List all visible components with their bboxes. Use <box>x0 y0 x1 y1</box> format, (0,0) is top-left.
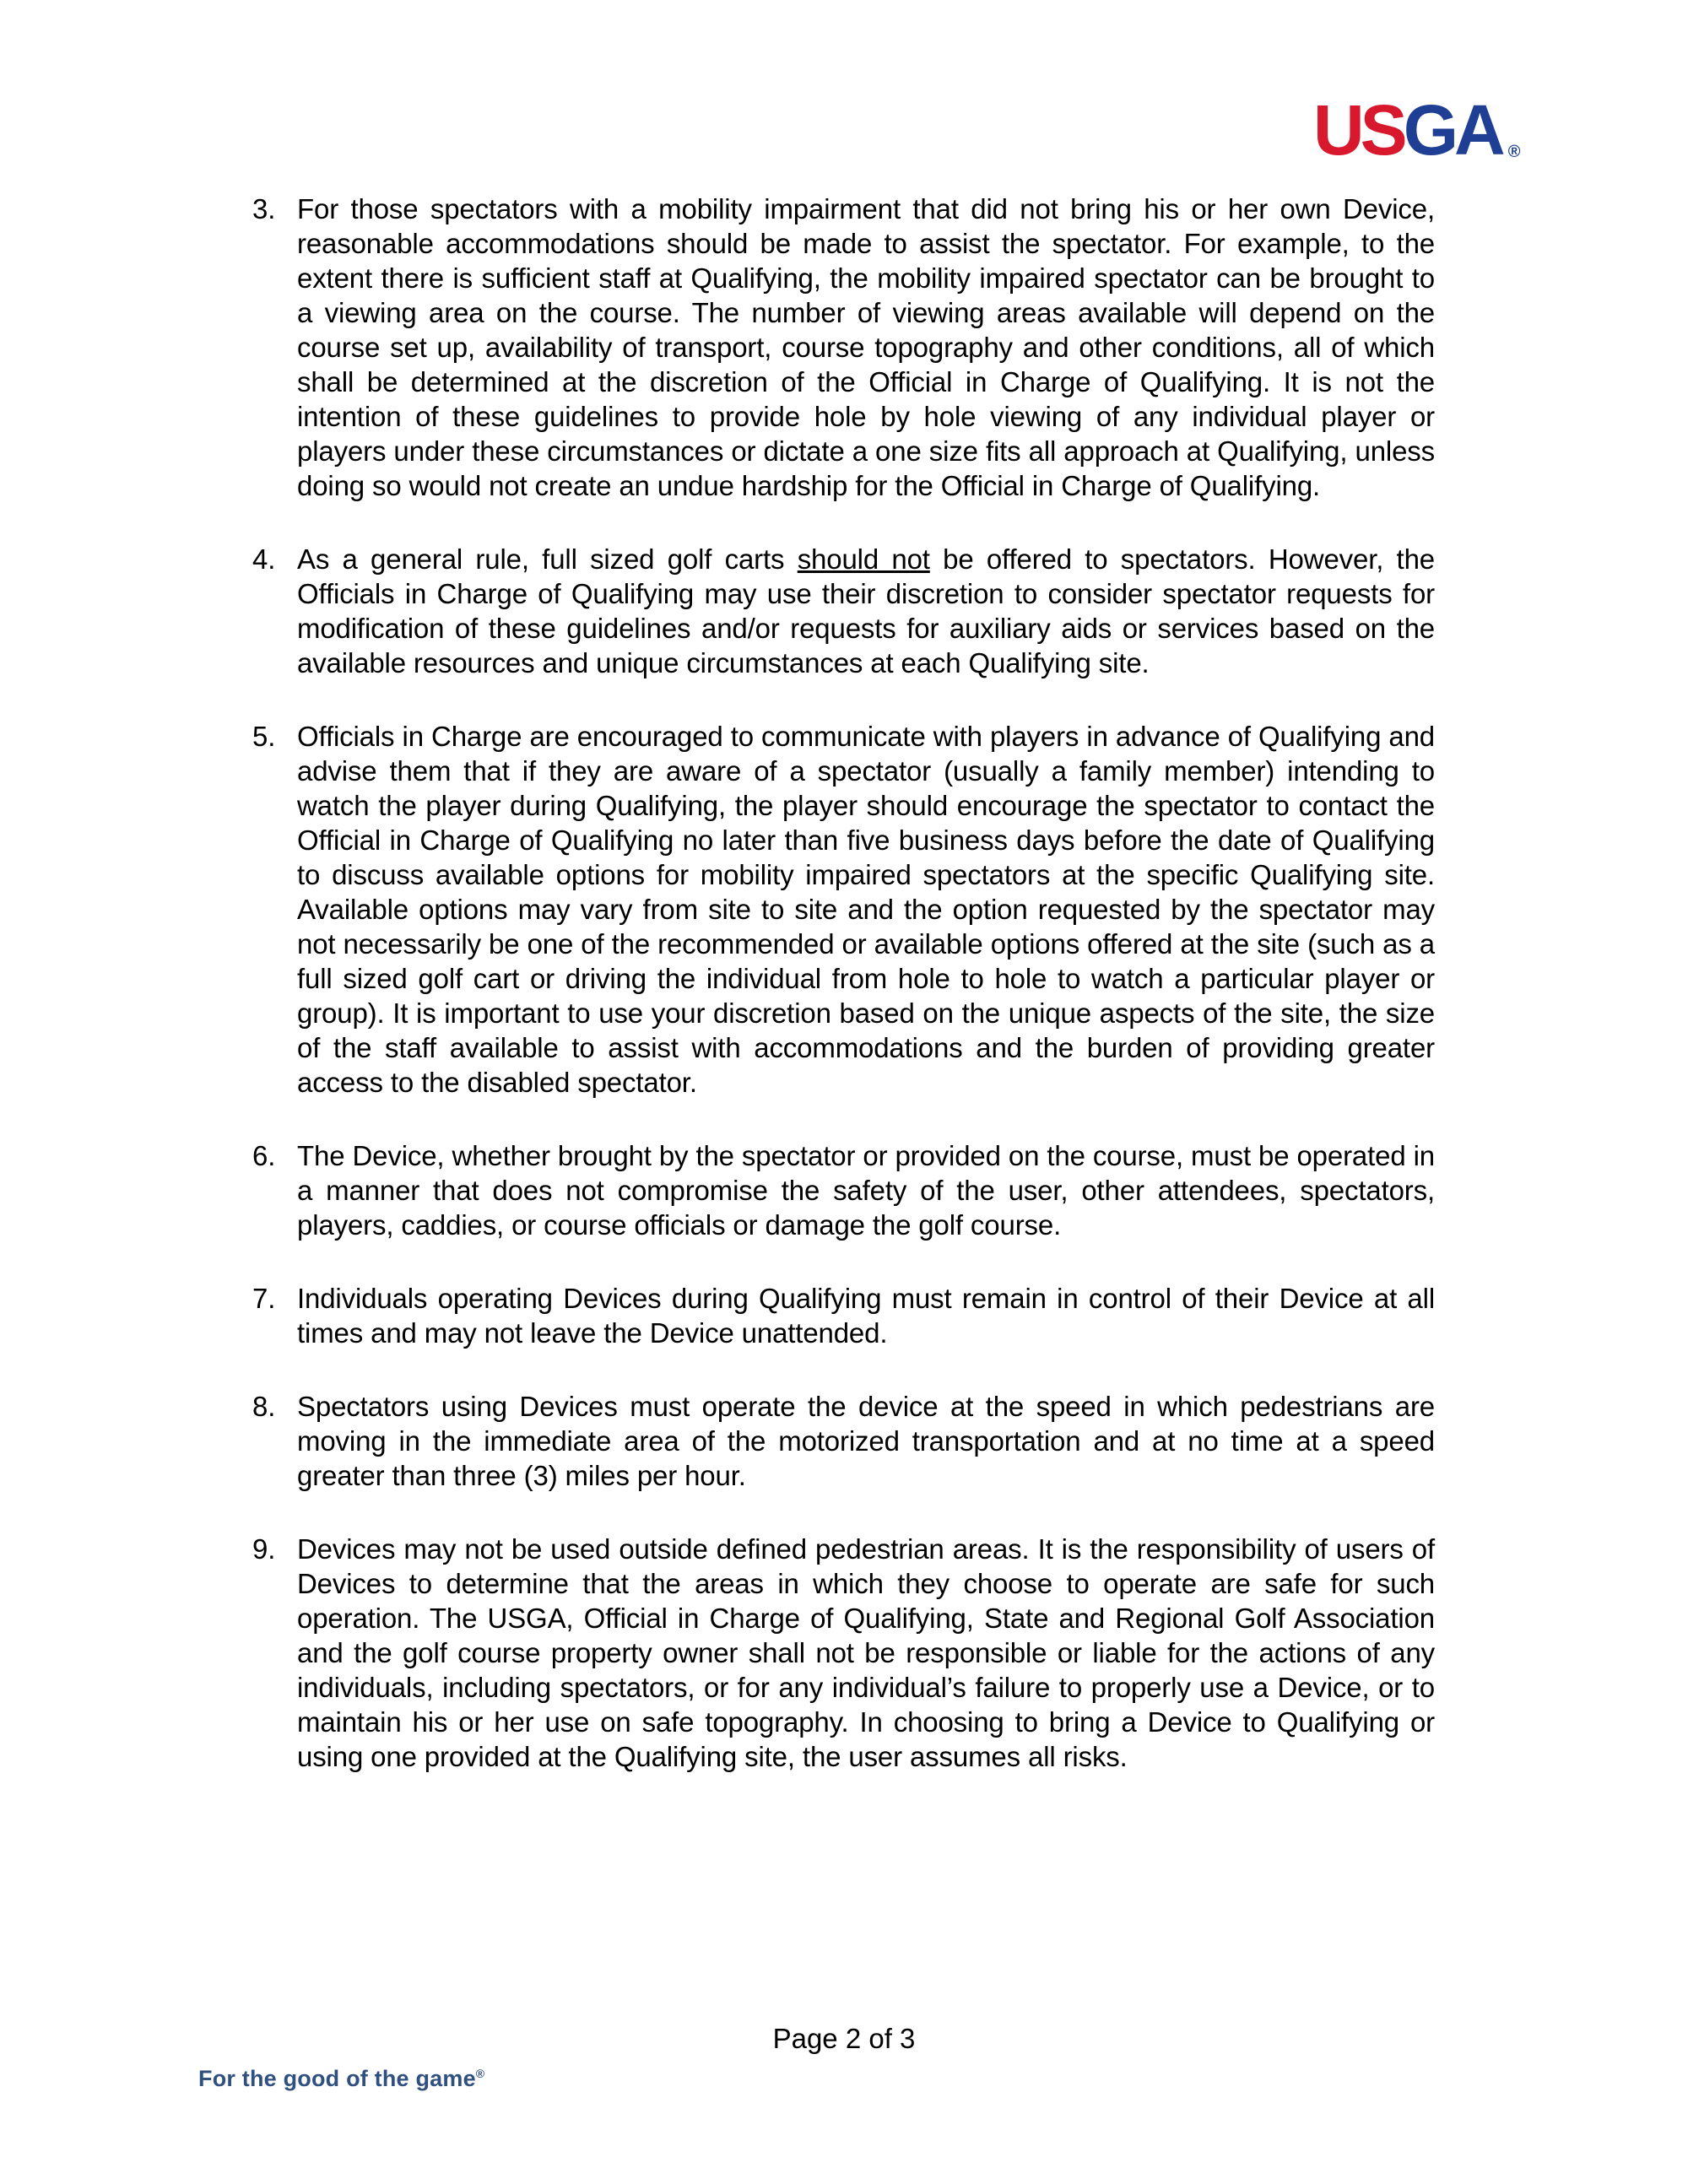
item-number: 7. <box>252 1283 276 1314</box>
item-number: 4. <box>252 543 276 575</box>
page-number: Page 2 of 3 <box>772 2023 916 2054</box>
list-item-7 <box>252 1281 1435 1350</box>
list-item-8 <box>252 1389 1435 1493</box>
usga-logo-ga: GA <box>1403 90 1501 170</box>
item-text: Officials in Charge are encouraged to communicate with players in advance of Qualifying and advise them that if they are aware of a spectator (usually a family member) intending to watch the player during Qualifying, the player should encourage the spectator to contact the Official in Charge of Qualifying no later than five business days before the date of Qualifying to discuss available options for mobility impaired spectators at the specific Qualifying site. Available options may vary from site to site and the option requested by the spectator may not necessarily be one of the recommended or available options offered at the site (such as a full sized golf cart or driving the individual from hole to hole to watch a particular player or group). It is important to use your discretion based on the unique aspects of the site, the size of the staff available to assist with accommodations and the burden of providing greater access to the disabled spectator. <box>297 721 1435 1098</box>
item-number: 6. <box>252 1140 276 1171</box>
item-text: Individuals operating Devices during Qualifying must remain in control of their Device at all times and may not leave the Device unattended. <box>297 1283 1435 1349</box>
item-text-after: be offered to spectators. However, the Officials in Charge of Qualifying may use their discretion to consider spectator requests for modification of these guidelines and/or requests for auxiliary aids or services based on the available resources and unique circumstances at each Qualifying site. <box>297 543 1435 678</box>
item-text: The Device, whether brought by the spectator or provided on the course, must be operated in a manner that does not compromise the safety of the user, other attendees, spectators, players, caddies, or course officials or damage the golf course. <box>297 1140 1435 1241</box>
item-text: Spectators using Devices must operate the device at the speed in which pedestrians are moving in the immediate area of the motorized transportation and at no time at a speed greater than three (3) miles per hour. <box>297 1391 1435 1491</box>
brand-tagline-text: For the good of the game <box>198 2066 476 2091</box>
item-number: 9. <box>252 1533 276 1565</box>
item-number: 5. <box>252 721 276 752</box>
usga-logo-us: US <box>1313 90 1404 170</box>
item-number: 8. <box>252 1391 276 1422</box>
registered-trademark-icon: ® <box>475 2067 485 2080</box>
usga-logo <box>1313 90 1521 170</box>
list-item-9 <box>252 1532 1435 1774</box>
list-item-5 <box>252 719 1435 1100</box>
brand-tagline <box>198 2065 484 2092</box>
list-item-3 <box>252 192 1435 503</box>
list-item-4 <box>252 542 1435 680</box>
item-text: For those spectators with a mobility impairment that did not bring his or her own Device, reasonable accommodations should be made to assist the spectator. For example, to the extent there is sufficient staff at Qualifying, the mobility impaired spectator can be brought to a viewing area on the course. The number of viewing areas available will depend on the course set up, availability of transport, course topography and other conditions, all of which shall be determined at the discretion of the Official in Charge of Qualifying. It is not the intention of these guidelines to provide hole by hole viewing of any individual player or players under these circumstances or dictate a one size fits all approach at Qualifying, unless doing so would not create an undue hardship for the Official in Charge of Qualifying. <box>297 193 1435 501</box>
item-text-before: As a general rule, full sized golf carts <box>297 543 798 575</box>
list-item-6 <box>252 1138 1435 1242</box>
item-number: 3. <box>252 193 276 224</box>
registered-trademark-icon: ® <box>1507 143 1521 161</box>
numbered-list <box>252 192 1435 1774</box>
item-text-underlined: should not <box>797 543 930 575</box>
item-text: Devices may not be used outside defined pedestrian areas. It is the responsibility of users of Devices to determine that the areas in which they choose to operate are safe for such operation. The USGA, Official in Charge of Qualifying, State and Regional Golf Association and the golf course property owner shall not be responsible or liable for the actions of any individuals, including spectators, or for any individual’s failure to properly use a Device, or to maintain his or her use on safe topography. In choosing to bring a Device to Qualifying or using one provided at the Qualifying site, the user assumes all risks. <box>297 1533 1435 1772</box>
